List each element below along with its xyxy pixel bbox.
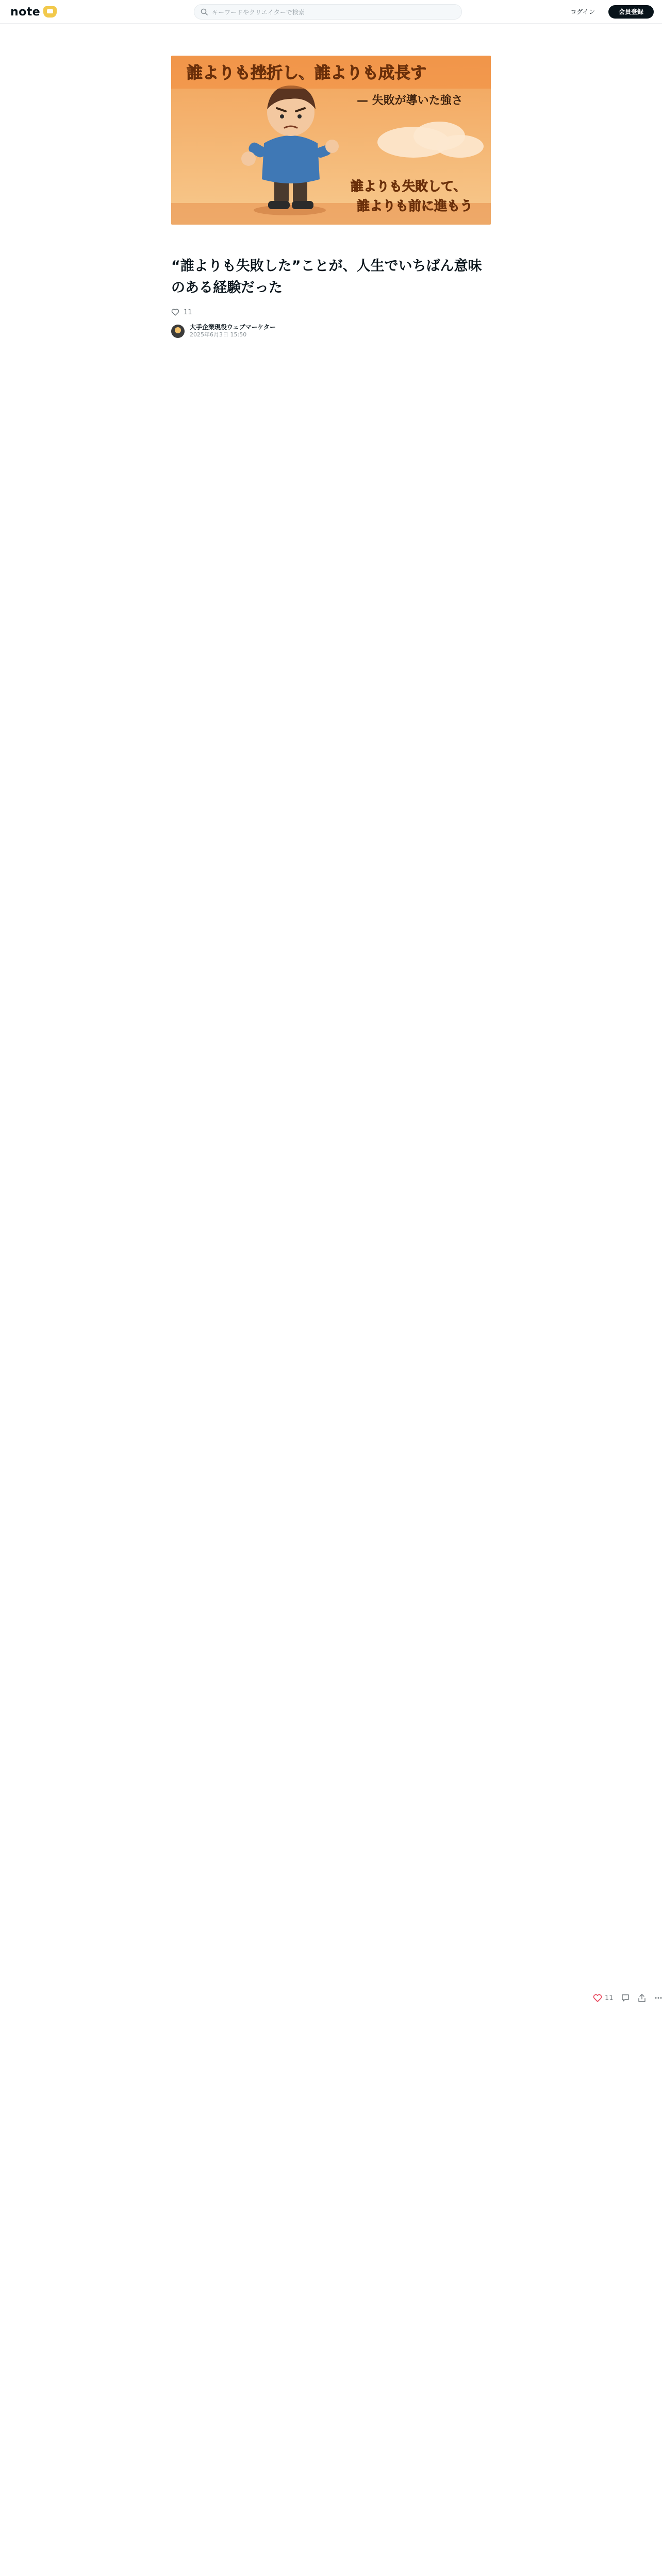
like-count: 11 <box>184 308 192 316</box>
like-meta[interactable] <box>171 308 491 316</box>
avatar[interactable] <box>171 325 185 338</box>
search-icon <box>201 8 208 15</box>
article-title: “誰よりも失敗した”ことが、人生でいちばん意味のある経験だった <box>171 258 482 296</box>
signup-button[interactable]: 会員登録 <box>608 5 654 19</box>
more-icon <box>654 1993 662 2003</box>
site-header <box>0 0 662 24</box>
search-input[interactable] <box>212 7 454 18</box>
heart-icon <box>593 1993 602 2003</box>
floating-actions <box>593 1993 662 2003</box>
like-button[interactable] <box>593 1993 614 2003</box>
author-name[interactable]: 大手企業現役ウェブマーケター <box>190 324 276 331</box>
author-block[interactable] <box>171 324 491 338</box>
like-count: 11 <box>605 1994 614 2002</box>
search-bar[interactable] <box>194 4 462 20</box>
hero-tagline-2: 誰よりも前に進もう <box>357 198 473 213</box>
more-button[interactable] <box>654 1993 662 2003</box>
share-button[interactable] <box>637 1993 647 2003</box>
note-logo[interactable] <box>10 4 57 20</box>
login-button[interactable]: ログイン <box>570 8 595 15</box>
publish-date: 2025年6月3日 15:50 <box>190 331 247 338</box>
comment-button[interactable] <box>621 1993 630 2003</box>
article <box>171 256 491 364</box>
hero-image <box>171 56 491 225</box>
comment-icon <box>621 1993 630 2003</box>
share-icon <box>637 1993 647 2003</box>
logo-text: note <box>10 5 41 19</box>
hero-subhead: — 失敗が導いた強さ <box>357 94 463 107</box>
logo-emblem-icon <box>43 6 57 18</box>
hero-headline: 誰よりも挫折し、誰よりも成長す <box>187 64 426 82</box>
heart-icon <box>171 308 179 316</box>
hero-tagline-1: 誰よりも失敗して、 <box>351 179 467 194</box>
